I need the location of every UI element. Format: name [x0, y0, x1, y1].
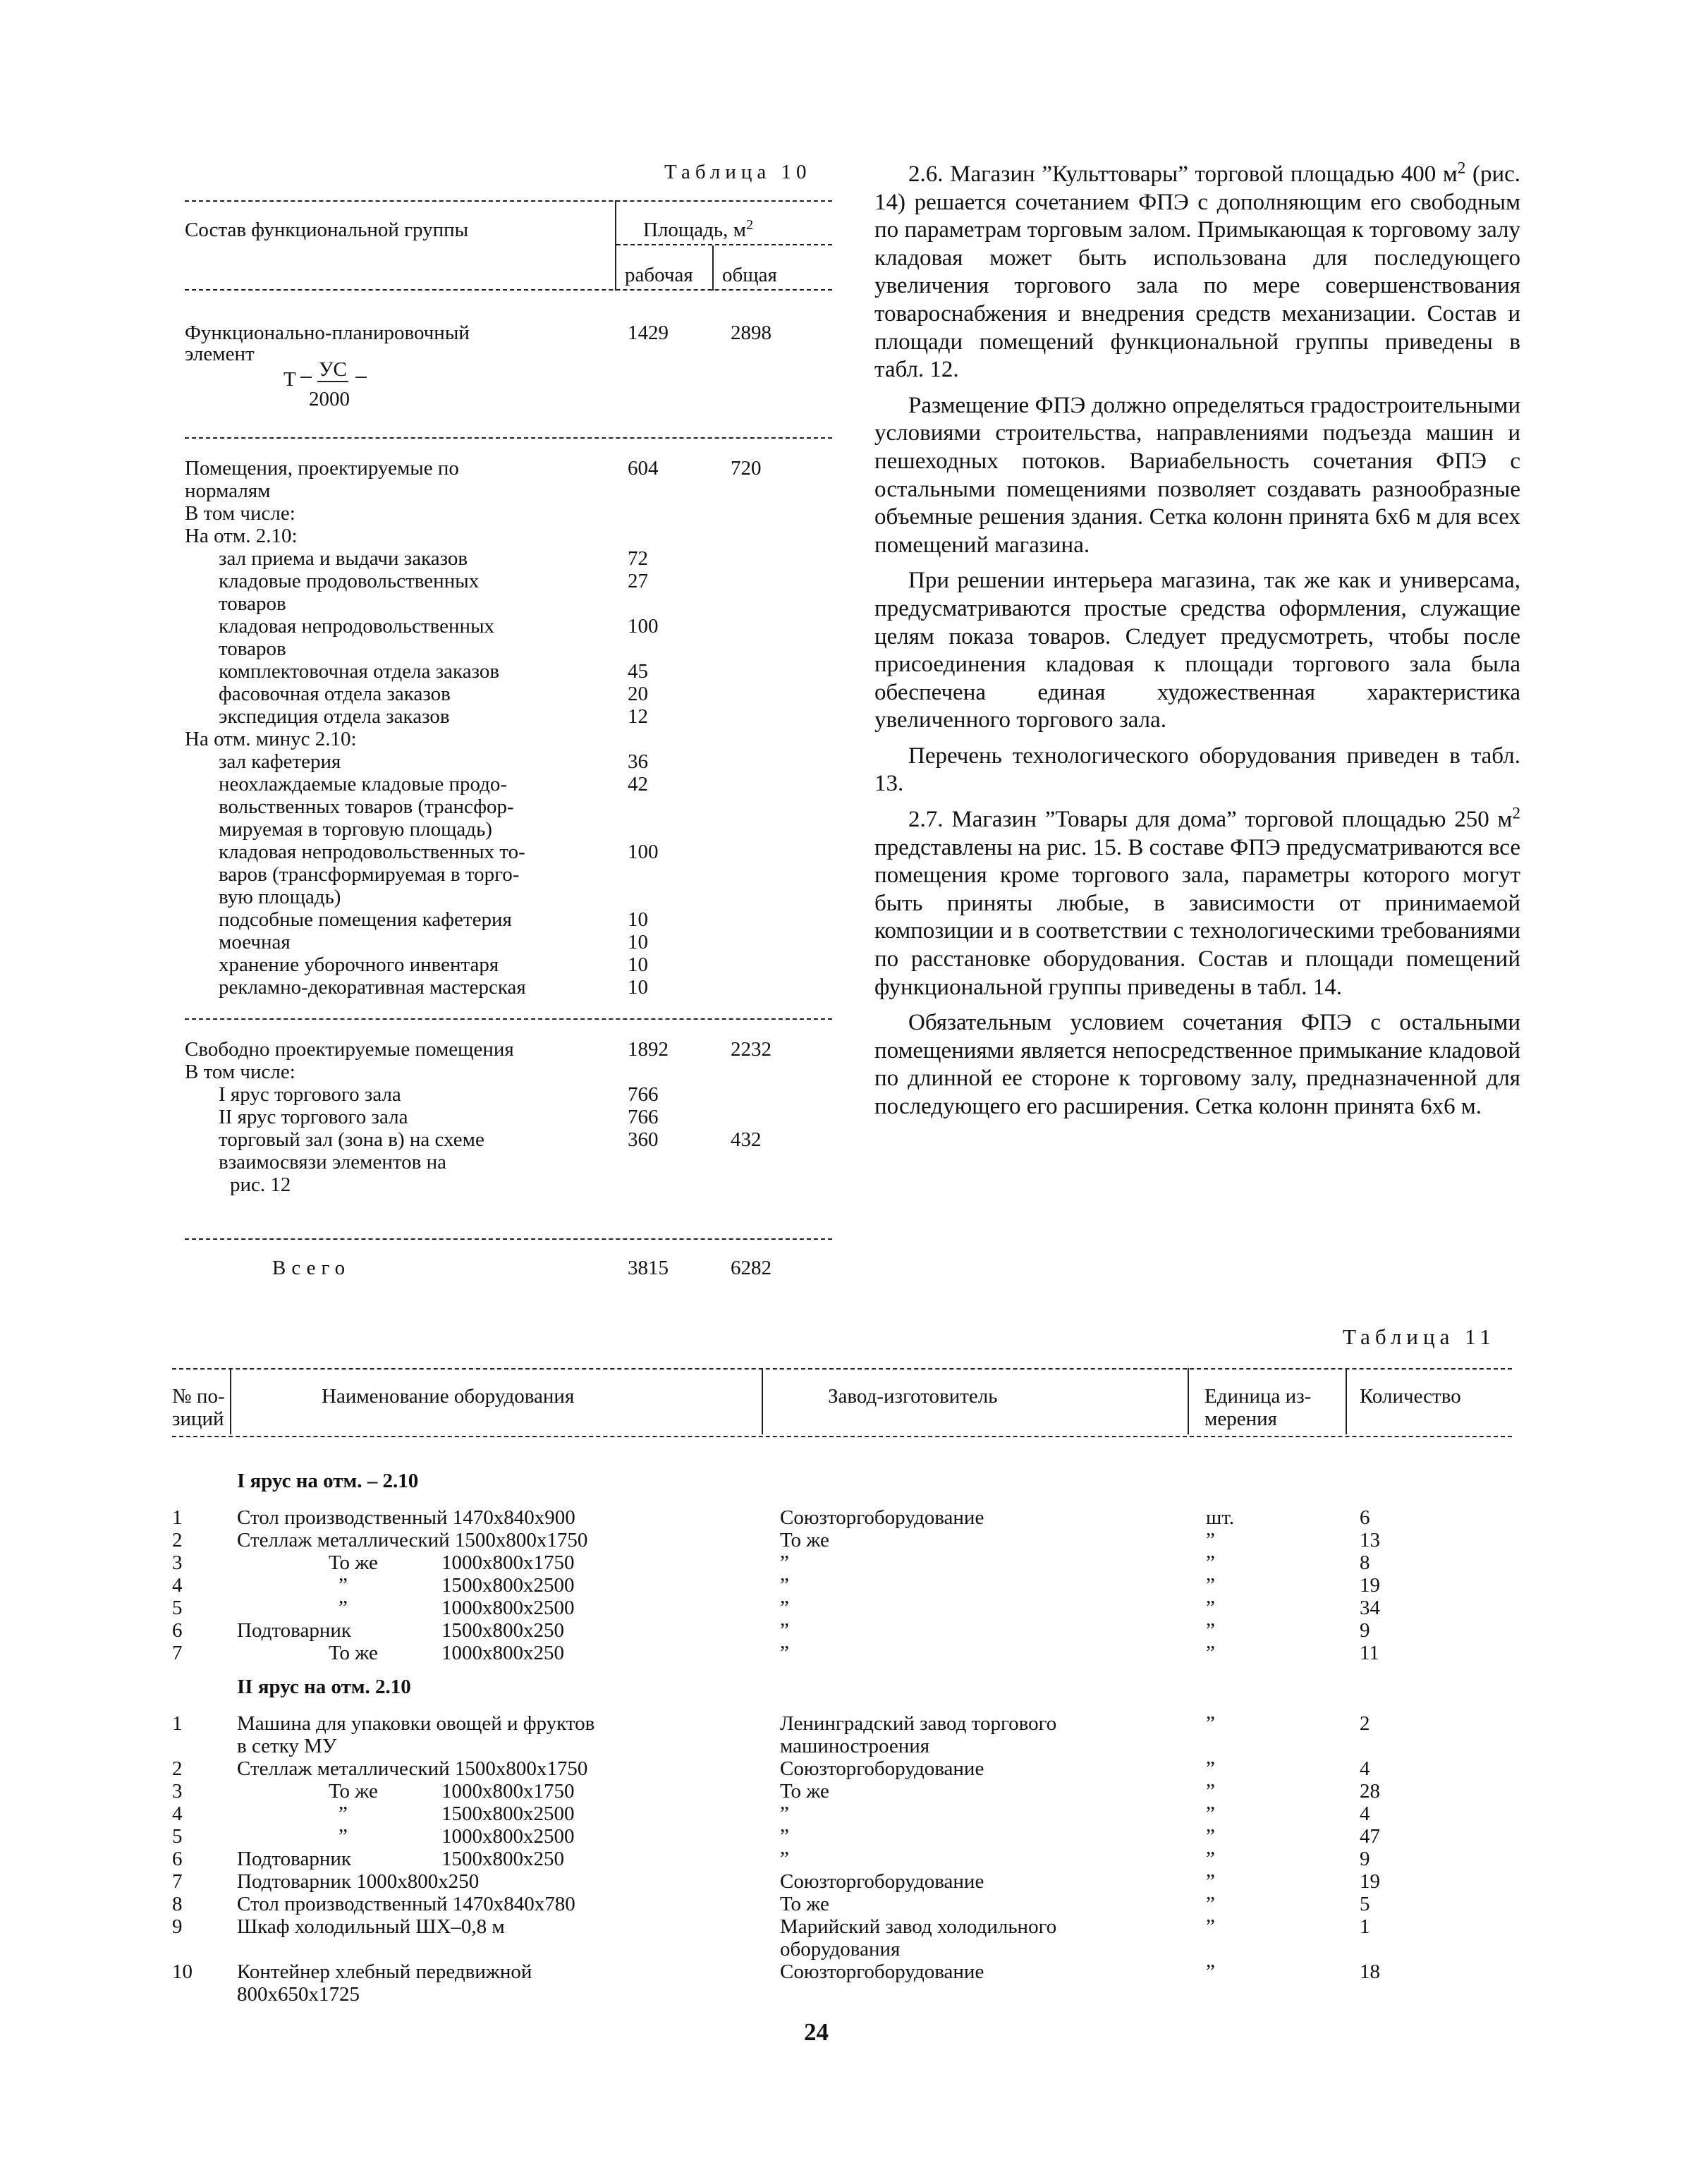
position-number: 5	[172, 1825, 183, 1848]
paragraph: Обязательным условием сочетания ФПЭ с остальными помещениями является непосредственное примыкание кладовой по длинной ее стороне к торговому залу, предназначенной для последующего его расширения. Сетка колонн принята 6х6 м.	[874, 1010, 1520, 1119]
row-label: зал кафетерия	[219, 750, 341, 773]
row-label: В том числе:	[185, 502, 295, 525]
manufacturer: Ленинградский завод торгового	[780, 1712, 1057, 1735]
equipment-dimensions: 1500х800х250	[441, 1619, 564, 1642]
row-label: неохлаждаемые кладовые продо-	[219, 773, 508, 795]
table-11-rows-2	[172, 1712, 1674, 2008]
equipment-name: Машина для упаковки овощей и фруктов	[237, 1712, 595, 1735]
unit: ”	[1206, 1803, 1215, 1825]
unit: ”	[1206, 1619, 1215, 1642]
equipment-name: в сетку МУ	[237, 1735, 337, 1757]
manufacturer: ”	[780, 1825, 789, 1848]
equipment-name: Стеллаж металлический 1500х800х1750	[237, 1757, 588, 1780]
total-area: 720	[731, 457, 762, 480]
position-number: 2	[172, 1757, 183, 1780]
working-area: 12	[628, 705, 648, 728]
row-label: экспедиция отдела заказов	[219, 705, 450, 728]
row-label: кладовые продовольственных	[219, 570, 480, 592]
working-area: 45	[628, 660, 648, 683]
position-number: 7	[172, 1870, 183, 1893]
paragraph: Перечень технологического оборудования приведен в табл. 13.	[874, 743, 1520, 797]
unit: ”	[1206, 1597, 1215, 1619]
position-number: 4	[172, 1574, 183, 1597]
quantity: 11	[1360, 1642, 1379, 1664]
equipment-name: 800х650х1725	[237, 1983, 360, 2006]
working-area: 100	[628, 841, 659, 863]
table-10-rows	[185, 457, 848, 1007]
row-label: рекламно-декоративная мастерская	[219, 976, 526, 999]
equipment-name: Стеллаж металлический 1500х800х1750	[237, 1529, 588, 1551]
row-label: зал приема и выдачи заказов	[219, 547, 468, 570]
position-number: 5	[172, 1597, 183, 1619]
equipment-name: То же	[329, 1780, 378, 1803]
manufacturer: ”	[780, 1597, 789, 1619]
position-number: 8	[172, 1893, 183, 1915]
unit: ”	[1206, 1870, 1215, 1893]
manufacturer: Союзторгоборудование	[780, 1960, 984, 1983]
row-label: хранение уборочного инвентаря	[219, 953, 499, 976]
row-label: В том числе:	[185, 1061, 295, 1083]
equipment-name: Стол производственный 1470х840х780	[237, 1893, 575, 1915]
section-heading: I ярус на отм. – 2.10	[237, 1470, 419, 1492]
row-label: вую площадь)	[219, 886, 341, 908]
header-total: общая	[722, 264, 777, 286]
row-label: варов (трансформируемая в торго-	[219, 863, 520, 886]
quantity: 19	[1360, 1870, 1380, 1893]
unit: ”	[1206, 1780, 1215, 1803]
position-number: 3	[172, 1551, 183, 1574]
header-number: зиций	[172, 1408, 224, 1430]
manufacturer: То же	[780, 1529, 829, 1551]
position-number: 9	[172, 1915, 183, 1938]
position-number: 4	[172, 1803, 183, 1825]
quantity: 2	[1360, 1712, 1370, 1735]
equipment-name: Шкаф холодильный ШХ–0,8 м	[237, 1915, 505, 1938]
quantity: 28	[1360, 1780, 1380, 1803]
row-label: моечная	[219, 931, 291, 953]
quantity: 4	[1360, 1757, 1370, 1780]
formula-dash	[355, 377, 367, 378]
row-label: комплектовочная отдела заказов	[219, 660, 500, 683]
header-maker: Завод-изготовитель	[828, 1385, 998, 1408]
unit: ”	[1206, 1551, 1215, 1574]
element-formula: Т УС 2000	[283, 353, 396, 423]
working-area: 10	[628, 931, 648, 953]
equipment-name: Подтоварник	[237, 1619, 351, 1642]
rule	[185, 289, 832, 291]
row-label: нормалям	[185, 480, 271, 502]
equipment-name: Подтоварник	[237, 1848, 351, 1870]
column-divider	[762, 1368, 763, 1434]
column-divider	[1346, 1368, 1347, 1434]
body-text	[874, 158, 1520, 1129]
paragraph-2-7: 2.7. Магазин ”Товары для дома” торговой площадью 250 $м^2$ представлены на рис. 15. В составе ФПЭ предусматриваются все помещения кроме торгового зала, параметры которого могут быть приняты любые, в зависимости от принимаемой композиции и в соответствии с технологическими требованиями по расстановке оборудования. Состав и площади помещений функциональной группы приведены в табл. 14.	[874, 803, 1520, 1000]
unit: шт.	[1206, 1506, 1235, 1529]
working-area: 36	[628, 750, 648, 773]
position-number: 1	[172, 1506, 183, 1529]
table-11	[172, 1324, 1674, 2006]
unit: ”	[1206, 1915, 1215, 1938]
manufacturer: ”	[780, 1848, 789, 1870]
position-number: 10	[172, 1960, 193, 1983]
unit: ”	[1206, 1893, 1215, 1915]
position-number: 7	[172, 1642, 183, 1664]
working-area: 100	[628, 615, 659, 638]
working-area: 360	[628, 1128, 659, 1151]
column-divider	[615, 200, 616, 291]
rule	[172, 1368, 1512, 1370]
equipment-name: Подтоварник 1000х800х250	[237, 1870, 480, 1893]
quantity: 34	[1360, 1597, 1380, 1619]
header-composition: Состав функциональной группы	[185, 219, 469, 241]
unit: ”	[1206, 1574, 1215, 1597]
table-10: Таблица 10 Состав функциональной группы Площадь, $м^2$ рабочая общая Функционально-планировочный 1429 2898 элемент Т УС 2000 Помещения, проектируемые по 604 720 нормалям В том числе: На отм. 2.10: зал приема и выдачи заказов 72 кладовые продовольственных 27 товаров кладовая непродовольственных 100 товаров комплектовочная отдела заказов 45 фасовочная отдела заказов 20 экспедиция отдела заказов 12 На отм. минус 2.10: зал кафетерия 36 неохлаждаемые кладовые продо- 42 вольственных товаров (трансфор- мируемая в торговую площадь) кладовая непродовольственных то- 100 варов (трансформируемая в торго- вую площадь) подсобные помещения кафетерия 10 моечная 10 хранение уборочного инвентаря 10 рекламно-декоративная мастерская 10 Свободно проектируемые помещения 1892 2232 В том числе: I ярус торгового зала 766 II ярус торгового зала 766 торговый зал (зона в) на схеме 360 432 взаимосвязи элементов на рис. 12 Всего 3815 6282	[185, 161, 848, 1289]
manufacturer: ”	[780, 1619, 789, 1642]
equipment-dimensions: 1000х800х2500	[441, 1825, 575, 1848]
equipment-name: То же	[329, 1551, 378, 1574]
row-label: кладовая непродовольственных	[219, 615, 495, 638]
rule	[185, 1018, 832, 1020]
position-number: 3	[172, 1780, 183, 1803]
quantity: 13	[1360, 1529, 1380, 1551]
quantity: 19	[1360, 1574, 1380, 1597]
header-quantity: Количество	[1360, 1385, 1461, 1408]
manufacturer: машиностроения	[780, 1735, 930, 1757]
manufacturer: ”	[780, 1551, 789, 1574]
working-area: 10	[628, 976, 648, 999]
unit: ”	[1206, 1642, 1215, 1664]
quantity: 4	[1360, 1803, 1370, 1825]
equipment-dimensions: 1000х800х1750	[441, 1551, 575, 1574]
position-number: 6	[172, 1848, 183, 1870]
manufacturer: оборудования	[780, 1938, 901, 1960]
position-number: 6	[172, 1619, 183, 1642]
equipment-dimensions: 1000х800х250	[441, 1642, 564, 1664]
quantity: 5	[1360, 1893, 1370, 1915]
quantity: 6	[1360, 1506, 1370, 1529]
section-heading: II ярус на отм. 2.10	[237, 1676, 411, 1698]
header-unit: Единица из-	[1204, 1385, 1312, 1408]
rule	[172, 1436, 1512, 1437]
equipment-name: ”	[338, 1597, 348, 1619]
header-number: № по-	[172, 1385, 225, 1408]
manufacturer: То же	[780, 1893, 829, 1915]
header-name: Наименование оборудования	[322, 1385, 575, 1408]
row-label: Помещения, проектируемые по	[185, 457, 459, 480]
row-label: кладовая непродовольственных то-	[219, 841, 525, 863]
unit: ”	[1206, 1825, 1215, 1848]
page-number: 24	[804, 2018, 829, 2046]
equipment-dimensions: 1000х800х2500	[441, 1597, 575, 1619]
quantity: 9	[1360, 1619, 1370, 1642]
rule	[185, 437, 832, 439]
working-area: 1892	[628, 1038, 669, 1061]
position-number: 1	[172, 1712, 183, 1735]
unit: ”	[1206, 1529, 1215, 1551]
header-area: Площадь, $м^2$	[643, 216, 754, 241]
row-label: Свободно проектируемые помещения	[185, 1038, 514, 1061]
manufacturer: ”	[780, 1803, 789, 1825]
row-label: фасовочная отдела заказов	[219, 683, 451, 705]
table-11-rows-1	[172, 1506, 1674, 1669]
equipment-dimensions: 1000х800х1750	[441, 1780, 575, 1803]
manufacturer: Союзторгоборудование	[780, 1506, 984, 1529]
paragraph: Размещение ФПЭ должно определяться градостроительными условиями строительства, направлениями подъезда машин и пешеходных потоков. Вариабельность сочетания ФПЭ с остальными помещениями позволяет создавать разнообразные объемные решения здания. Сетка колонн принята 6х6 м для всех помещений магазина.	[874, 392, 1520, 558]
equipment-dimensions: 1500х800х250	[441, 1848, 564, 1870]
rule	[185, 200, 832, 202]
row-label: товаров	[219, 592, 286, 615]
equipment-name: ”	[338, 1825, 348, 1848]
quantity: 9	[1360, 1848, 1370, 1870]
table-11-caption: Таблица 11	[1343, 1324, 1496, 1349]
manufacturer: То же	[780, 1780, 829, 1803]
rule	[185, 1238, 832, 1240]
working-area: 42	[628, 773, 648, 795]
working-area: 10	[628, 953, 648, 976]
column-divider	[712, 245, 714, 291]
table-10-caption: Таблица 10	[664, 161, 812, 183]
row-label: подсобные помещения кафетерия	[219, 908, 512, 931]
manufacturer: Союзторгоборудование	[780, 1757, 984, 1780]
manufacturer: ”	[780, 1642, 789, 1664]
row-label: взаимосвязи элементов на	[219, 1151, 446, 1173]
equipment-name: То же	[329, 1642, 378, 1664]
equipment-name: ”	[338, 1803, 348, 1825]
header-working: рабочая	[625, 264, 693, 286]
working-area: 27	[628, 570, 648, 592]
quantity: 47	[1360, 1825, 1380, 1848]
row-label: I ярус торгового зала	[219, 1083, 401, 1106]
row-label: торговый зал (зона в) на схеме	[219, 1128, 484, 1151]
column-divider	[1188, 1368, 1189, 1434]
unit: ”	[1206, 1848, 1215, 1870]
total-area: 2232	[731, 1038, 771, 1061]
manufacturer: Союзторгоборудование	[780, 1870, 984, 1893]
equipment-name: ”	[338, 1574, 348, 1597]
equipment-name: Контейнер хлебный передвижной	[237, 1960, 532, 1983]
row-label: мируемая в торговую площадь)	[219, 818, 492, 841]
working-area: 72	[628, 547, 648, 570]
quantity: 1	[1360, 1915, 1370, 1938]
row-label: II ярус торгового зала	[219, 1106, 408, 1128]
table-10-rows-2	[185, 1038, 848, 1207]
working-area: 766	[628, 1083, 659, 1106]
header-unit: мерения	[1204, 1408, 1277, 1430]
rule	[616, 244, 832, 245]
equipment-dimensions: 1500х800х2500	[441, 1803, 575, 1825]
quantity: 18	[1360, 1960, 1380, 1983]
working-area: 10	[628, 908, 648, 931]
quantity: 8	[1360, 1551, 1370, 1574]
equipment-name: Стол производственный 1470х840х900	[237, 1506, 575, 1529]
unit: ”	[1206, 1757, 1215, 1780]
row-label: рис. 12	[230, 1173, 291, 1196]
row-label: На отм. 2.10:	[185, 525, 298, 547]
row-label: вольственных товаров (трансфор-	[219, 795, 514, 818]
paragraph-2-6: 2.6. Магазин ”Культтовары” торговой площадью 400 $м^2$ (рис. 14) решается сочетанием ФПЭ с дополняющим его свободным по параметрам торговым залом. Примыкающая к торговому залу кладовая может быть использована для последующего увеличения торгового зала по мере совершенствования товароснабжения и внедрения средств механизации. Состав и площади помещений функциональной группы приведены в табл. 12.	[874, 158, 1520, 383]
working-area: 604	[628, 457, 659, 480]
row-label: На отм. минус 2.10:	[185, 728, 357, 750]
equipment-dimensions: 1500х800х2500	[441, 1574, 575, 1597]
working-area: 20	[628, 683, 648, 705]
working-area: 766	[628, 1106, 659, 1128]
unit: ”	[1206, 1712, 1215, 1735]
position-number: 2	[172, 1529, 183, 1551]
formula-dash	[300, 377, 312, 378]
column-divider	[230, 1368, 231, 1434]
unit: ”	[1206, 1960, 1215, 1983]
row-label: товаров	[219, 638, 286, 660]
total-area: 432	[731, 1128, 762, 1151]
paragraph: При решении интерьера магазина, так же как и универсама, предусматриваются простые средства оформления, служащие целям показа товаров. Следует предусмотреть, чтобы после присоединения кладовая к площади торгового зала была обеспечена единая художественная характеристика увеличенного торгового зала.	[874, 568, 1520, 733]
manufacturer: ”	[780, 1574, 789, 1597]
manufacturer: Марийский завод холодильного	[780, 1915, 1057, 1938]
